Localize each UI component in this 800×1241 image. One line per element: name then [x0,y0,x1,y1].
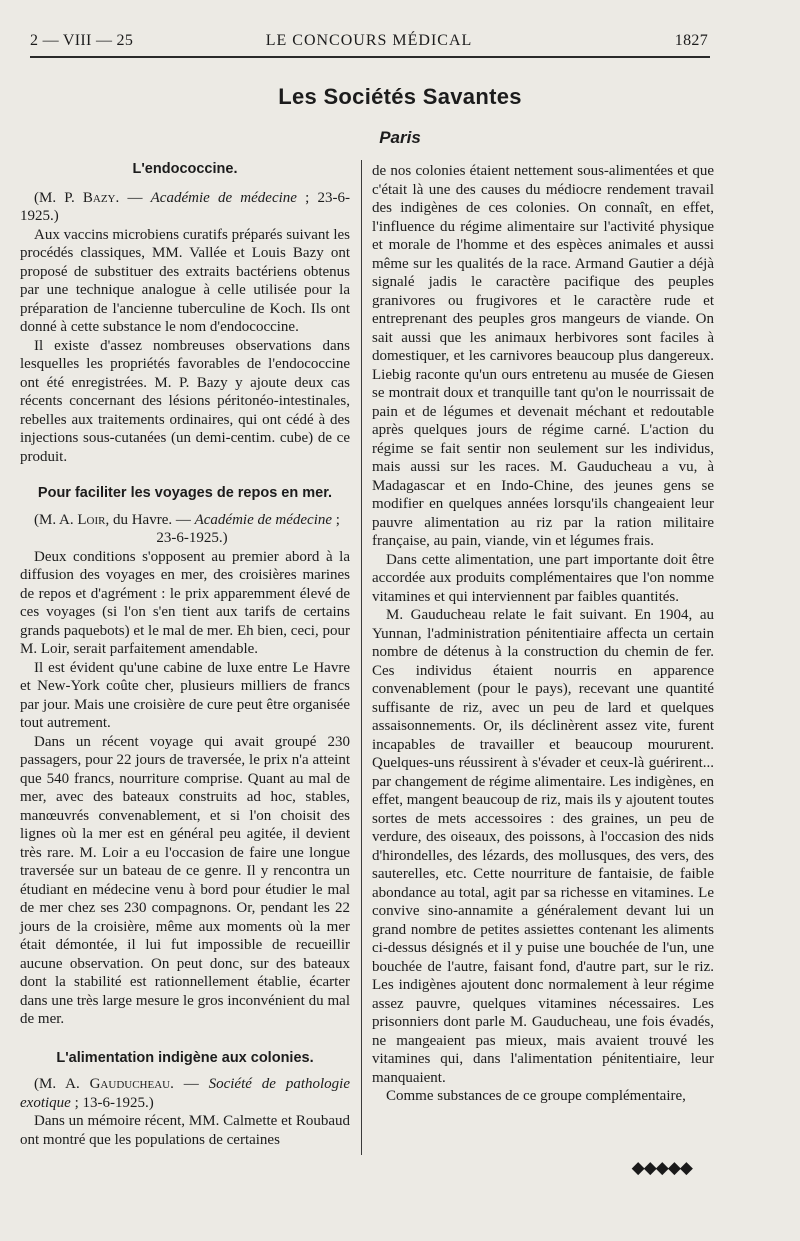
article-paragraph: M. Gauducheau relate le fait suivant. En 1904, au Yunnan, l'administration pénitentiaire affecta un certain nombre de détenus à la construction du chemin de fer. Ces individus étaient nourris en apparence convenablement (pour le pays), recevant une quantité suffisante de riz, avec un peu de lard et quelques assaisonnements. Or, ils déclinèrent assez vite, furent incapables de travailler et beaucoup moururent. Quelques-uns réussirent à s'évader et ceux-là guérirent... par changement de régime alimentaire. Les indigènes, en effet, mangent beaucoup de riz, mais ils y ajoutent toutes sortes de mets accessoires : des graines, un peu de verdure, des oiseaux, des poissons, à l'occasion des nids d'hirondelles, des lézards, des mollusques, des vers, des sauterelles, etc. Cette nourriture de fantaisie, de faible abondance au total, agit par sa richesse en vitamines. Le convive sino-annamite a généralement devant lui un grand nombre de petites assiettes contenant les aliments ci-dessus désignés et il y puise une bouchée de l'un, une bouchée de l'autre, faisant fond, d'autre part, sur le riz. Les indigènes ajoutent donc normalement à leur régime assez pauvre, quelques vitamines nécessaires. Les prisonniers dont parle M. Gauducheau, une fois évadés, ne mangeaient pas mieux, mais avaient trouvé les vitamines qui, dans l'alimentation pénitentiaire, leur manquaient. [372,607,714,1086]
article-paragraph: Il existe d'assez nombreuses observations dans lesquelles les propriétés favorables de l'endococcine ont été enregistrées. M. P. Bazy y ajoute deux cas récents concernant des lésions péritonéo-intestinales, rebelles aux traitements ordinaires, qui ont cédé à des injections sous-cutanées (un demi-centim. cube) de ce produit. [20,337,350,465]
article-paragraph: Dans cette alimentation, une part importante doit être accordée aux produits complémentaires que l'on nomme vitamines et qui interviennent par faibles quantités. [372,551,714,605]
article-paragraph: Deux conditions s'opposent au premier abord à la diffusion des voyages en mer, des croisières marines de repos et d'agrément : le prix apparemment élevé de ces voyages (si l'on s'en tient aux tarifs de certains grands paquebots) et le mal de mer. Eh bien, ceci, pour M. Loir, serait parfaitement amendable. [20,548,350,657]
page-number: 1827 [674,32,708,49]
journal-title: LE CONCOURS MÉDICAL [265,32,473,49]
article-source-alimentation: (M. A. Gauducheau. — Société de pathologie exotique ; 13-6-1925.) [20,1076,350,1111]
left-column [20,160,350,1149]
header-rule [30,56,710,58]
article-paragraph: Comme substances de ce groupe complémentaire, [386,1088,686,1104]
running-head [30,28,708,54]
column-divider [361,160,362,1155]
article-paragraph: Il est évident qu'une cabine de luxe entre Le Havre et New-York coûte cher, plusieurs milliers de francs par jour. Mais une croisière de cure peut être organisée tout autrement. [20,659,350,731]
article-title-alimentation: L'alimentation indigène aux colonies. [56,1049,314,1066]
section-subtitle: Paris [379,128,421,147]
article-paragraph: Dans un mémoire récent, MM. Calmette et Roubaud ont montré que les populations de certaines [20,1113,350,1148]
article-paragraph: Aux vaccins microbiens curatifs préparés suivant les procédés classiques, MM. Vallée et Louis Bazy ont proposé de substituer des extraits bactériens obtenus par une technique analogue à celle utilisée pour la préparation de l'ancienne tuberculine de Koch. Ils ont donné à cette substance le nom d'endococcine. [20,226,350,335]
issue-reference: 2 — VIII — 25 [30,32,134,49]
section-title: Les Sociétés Savantes [278,84,522,109]
article-title-voyages: Pour faciliter les voyages de repos en mer. [37,485,333,501]
continuation-ornament: ◆◆◆◆◆ [631,1158,692,1177]
right-column [372,162,714,1106]
article-paragraph: Dans un récent voyage qui avait groupé 230 passagers, pour 22 jours de traversée, le prix n'a atteint que 540 francs, nourriture comprise. Quant au mal de mer, avec des bateaux construits ad hoc, stables, manœuvrés convenablement, et si l'on choisit des lignes où la mer est en général peu agitée, il devient très rare. M. Loir a eu l'occasion de faire une longue traversée sur un bateau de ce genre. Il y rencontra un étudiant en médecine venu à bord pour étudier le mal de mer chez ses 230 compagnons. Or, pendant les 22 jours de la croisière, même aux moments où la mer était démontée, il lui fut impossible de recueillir aucune observation. On peut donc, sur des bateaux dont la stabilité est rationnellement établie, écarter dans une très large mesure le gros inconvénient du mal de mer. [20,733,350,1027]
article-source-voyages: (M. A. Loir, du Havre. — Académie de médecine ; 23-6-1925.) [34,511,340,546]
article-title-endococcine: L'endococcine. [132,161,238,177]
article-paragraph: de nos colonies étaient nettement sous-alimentées et que c'était là une des causes du médiocre rendement travail des indigènes de ces colonies. On connaît, en effet, l'influence du régime alimentaire sur l'activité physique et morale de l'homme et des espèces animales et aussi même sur les qualités de la race. Armand Gautier a déjà signalé jadis le caractère pacifique des peuples granivores ou frugivores et le caractère rude et entreprenant des peuples gros mangeurs de viande. On sait aussi que les animaux herbivores sont faciles à domestiquer, et les carnivores beaucoup plus dangereux. Liebig raconte qu'un ours entretenu au musée de Giesen se montrait doux et tranquille tant qu'on le nourrissait de pain et de légumes et devenait méchant et redoutable après quelques jours de régime carné. L'action du régime se fait sentir non seulement sur les individus, mais aussi sur les races. M. Gauducheau a vu, à Madagascar et en Indo-Chine, des jeunes gens se modifier en quelques années lorsqu'ils changeaient leur pauvre alimentation au riz par la ration militaire française, au pain, viande, vin et légumes frais. [372,163,714,549]
article-source-endococcine: (M. P. Bazy. — Académie de médecine ; 23-6-1925.) [20,189,350,224]
